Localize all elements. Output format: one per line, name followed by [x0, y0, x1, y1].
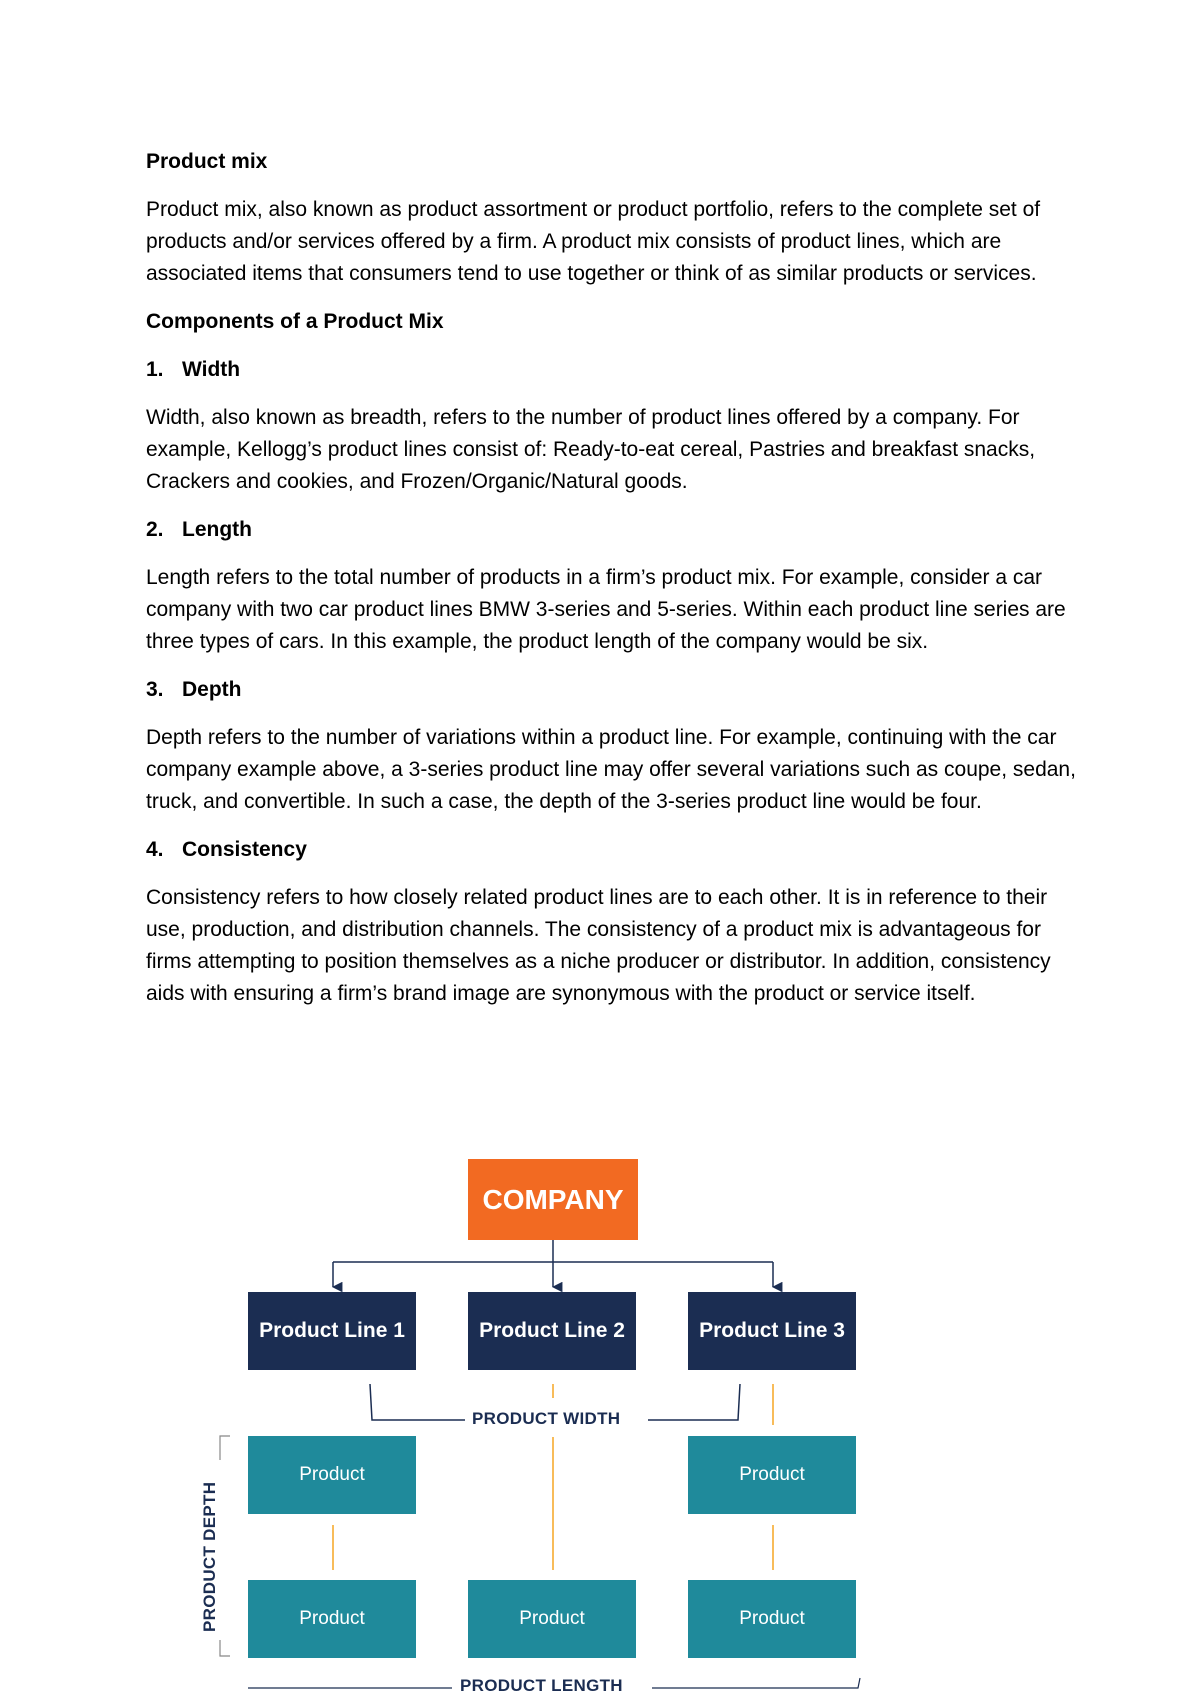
component-title: Consistency: [182, 838, 307, 861]
component-title: Depth: [182, 678, 242, 701]
product-line-2-box: Product Line 2: [468, 1292, 636, 1370]
section-title: Product mix: [146, 150, 268, 173]
product-width-label: PRODUCT WIDTH: [472, 1409, 621, 1428]
component-heading-length: [146, 514, 1076, 546]
component-paragraph-depth: Depth refers to the number of variations within a product line. For example, continuing with the car company example above, a 3-series product line may offer several variations such as coupe, sedan, truck, and convertible. In such a case, the depth of the 3-series product line would be four.: [146, 726, 1076, 813]
components-title: Components of a Product Mix: [146, 310, 444, 333]
product-box: Product: [688, 1580, 856, 1658]
text-body: [146, 146, 1076, 1026]
component-heading-width: [146, 354, 1076, 386]
depth-bracket: [220, 1436, 230, 1656]
product-line-3-box: Product Line 3: [688, 1292, 856, 1370]
component-paragraph-width: Width, also known as breadth, refers to the number of product lines offered by a company. For example, Kellogg’s product lines consist of: Ready-to-eat cereal, Pastries and breakfast snacks, Crackers and cookies, and Frozen/Organic/Natural goods.: [146, 406, 1036, 493]
company-connector: [333, 1240, 773, 1287]
product-box: Product: [248, 1436, 416, 1514]
product-length-label: PRODUCT LENGTH: [460, 1676, 623, 1695]
product-box: Product: [248, 1580, 416, 1658]
component-heading-depth: [146, 674, 1076, 706]
intro-paragraph: Product mix, also known as product assortment or product portfolio, refers to the complete set of products and/or services offered by a firm. A product mix consists of product lines, which are associated items that consumers tend to use together or think of as similar products or services.: [146, 198, 1041, 285]
component-title: Length: [182, 518, 252, 541]
component-title: Width: [182, 358, 241, 381]
component-number: 3.: [146, 678, 164, 701]
component-paragraph-consistency: Consistency refers to how closely related product lines are to each other. It is in reference to their use, production, and distribution channels. The consistency of a product mix is advantageous for firms attempting to position themselves as a niche producer or distributor. In addition, consistency aids with ensuring a firm’s brand image are synonymous with the product or service itself.: [146, 886, 1051, 1005]
component-number: 4.: [146, 838, 164, 861]
product-box: Product: [688, 1436, 856, 1514]
product-line-1-box: Product Line 1: [248, 1292, 416, 1370]
product-box: Product: [468, 1580, 636, 1658]
component-number: 1.: [146, 358, 164, 381]
component-heading-consistency: [146, 834, 1076, 866]
company-box: COMPANY: [468, 1159, 638, 1240]
component-paragraph-length: Length refers to the total number of products in a firm’s product mix. For example, consider a car company with two car product lines BMW 3-series and 5-series. Within each product line series are three types of cars. In this example, the product length of the company would be six.: [146, 566, 1066, 653]
product-depth-label: PRODUCT DEPTH: [200, 1481, 219, 1632]
component-number: 2.: [146, 518, 164, 541]
